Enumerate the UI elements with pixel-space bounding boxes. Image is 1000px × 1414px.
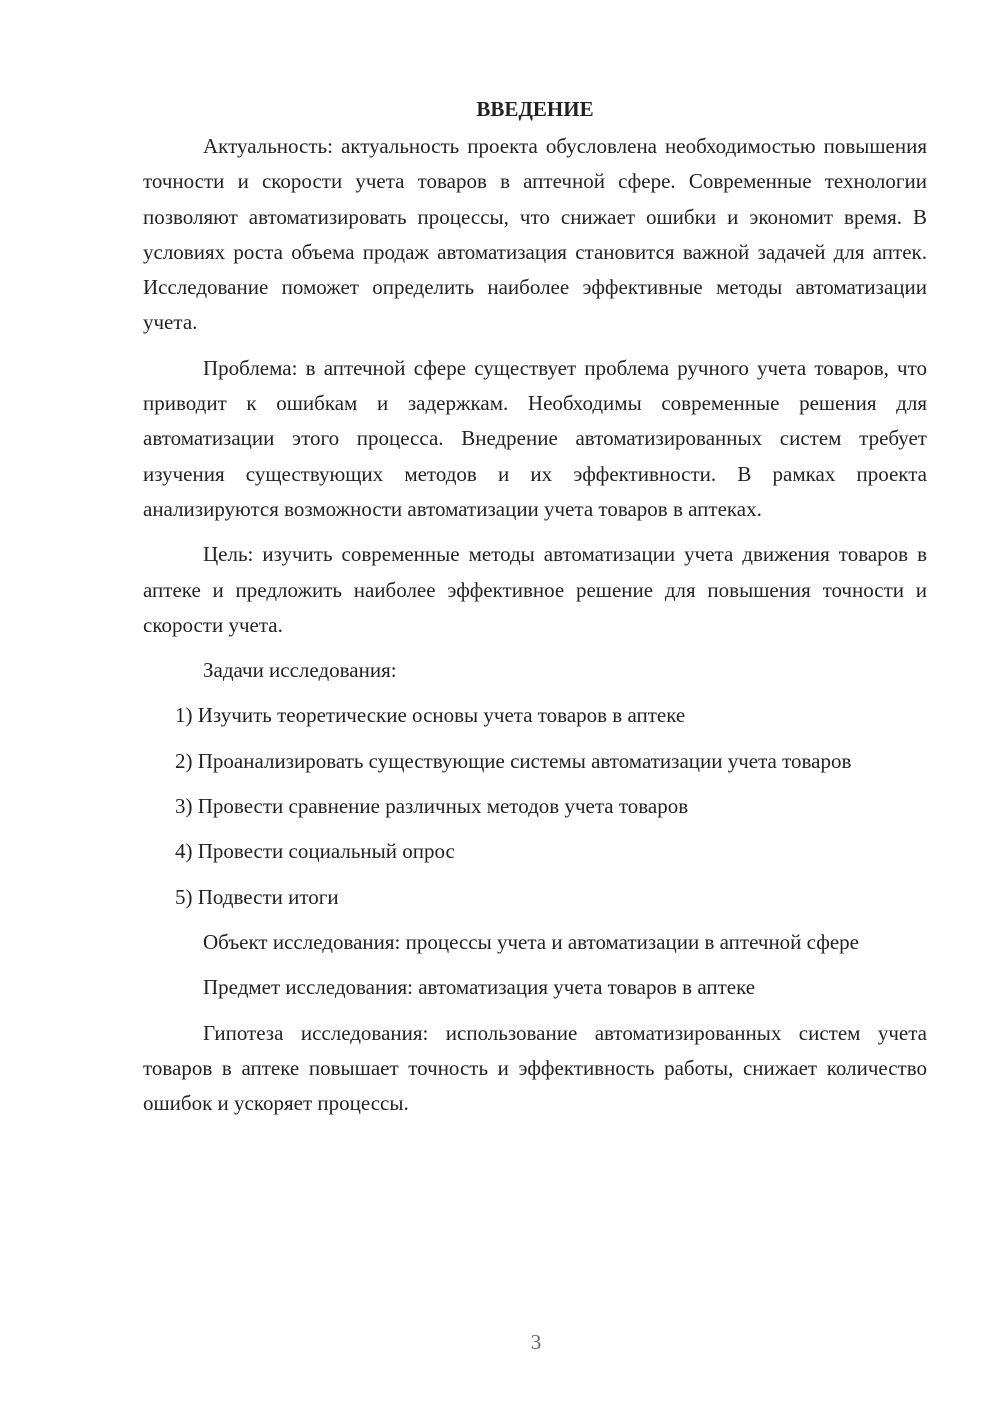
hypothesis-paragraph: Гипотеза исследования: использование автоматизированных систем учета товаров в аптеке повышает точность и эффективность работы, снижает количество ошибок и ускоряет процессы. <box>143 1020 927 1116</box>
task-item: 5) Подвести итоги <box>175 884 339 909</box>
task-item: 4) Провести социальный опрос <box>175 839 455 864</box>
tasks-list <box>143 698 927 914</box>
problem-paragraph: Проблема: в аптечной сфере существует проблема ручного учета товаров, что приводит к ошибкам и задержкам. Необходимы современные решения для автоматизации этого процесса. Внедрение автоматизированных систем требует изучения существующих методов и их эффективности. В рамках проекта анализируются возможности автоматизации учета товаров в аптеках. <box>143 355 927 521</box>
goal-paragraph: Цель: изучить современные методы автоматизации учета движения товаров в аптеке и предложить наиболее эффективное решение для повышения точности и скорости учета. <box>143 542 927 637</box>
task-item: 3) Провести сравнение различных методов учета товаров <box>175 794 689 819</box>
task-item: 1) Изучить теоретические основы учета товаров в аптеке <box>175 703 686 728</box>
section-title: ВВЕДЕНИЕ <box>476 97 594 121</box>
page-number: 3 <box>530 1330 542 1354</box>
subject-paragraph: Предмет исследования: автоматизация учета товаров в аптеке <box>203 975 756 1000</box>
task-item: 2) Проанализировать существующие системы автоматизации учета товаров <box>175 748 852 773</box>
object-paragraph: Объект исследования: процессы учета и автоматизации в аптечной сфере <box>203 929 859 954</box>
relevance-paragraph: Актуальность: актуальность проекта обусловлена необходимостью повышения точности и скорости учета товаров в аптечной сфере. Современные технологии позволяют автоматизировать процессы, что снижает ошибки и экономит время. В условиях роста объема продаж автоматизация становится важной задачей для аптек. Исследование поможет определить наиболее эффективные методы автоматизации учета. <box>143 134 927 335</box>
page-content <box>143 92 927 1131</box>
tasks-heading: Задачи исследования: <box>203 658 397 683</box>
